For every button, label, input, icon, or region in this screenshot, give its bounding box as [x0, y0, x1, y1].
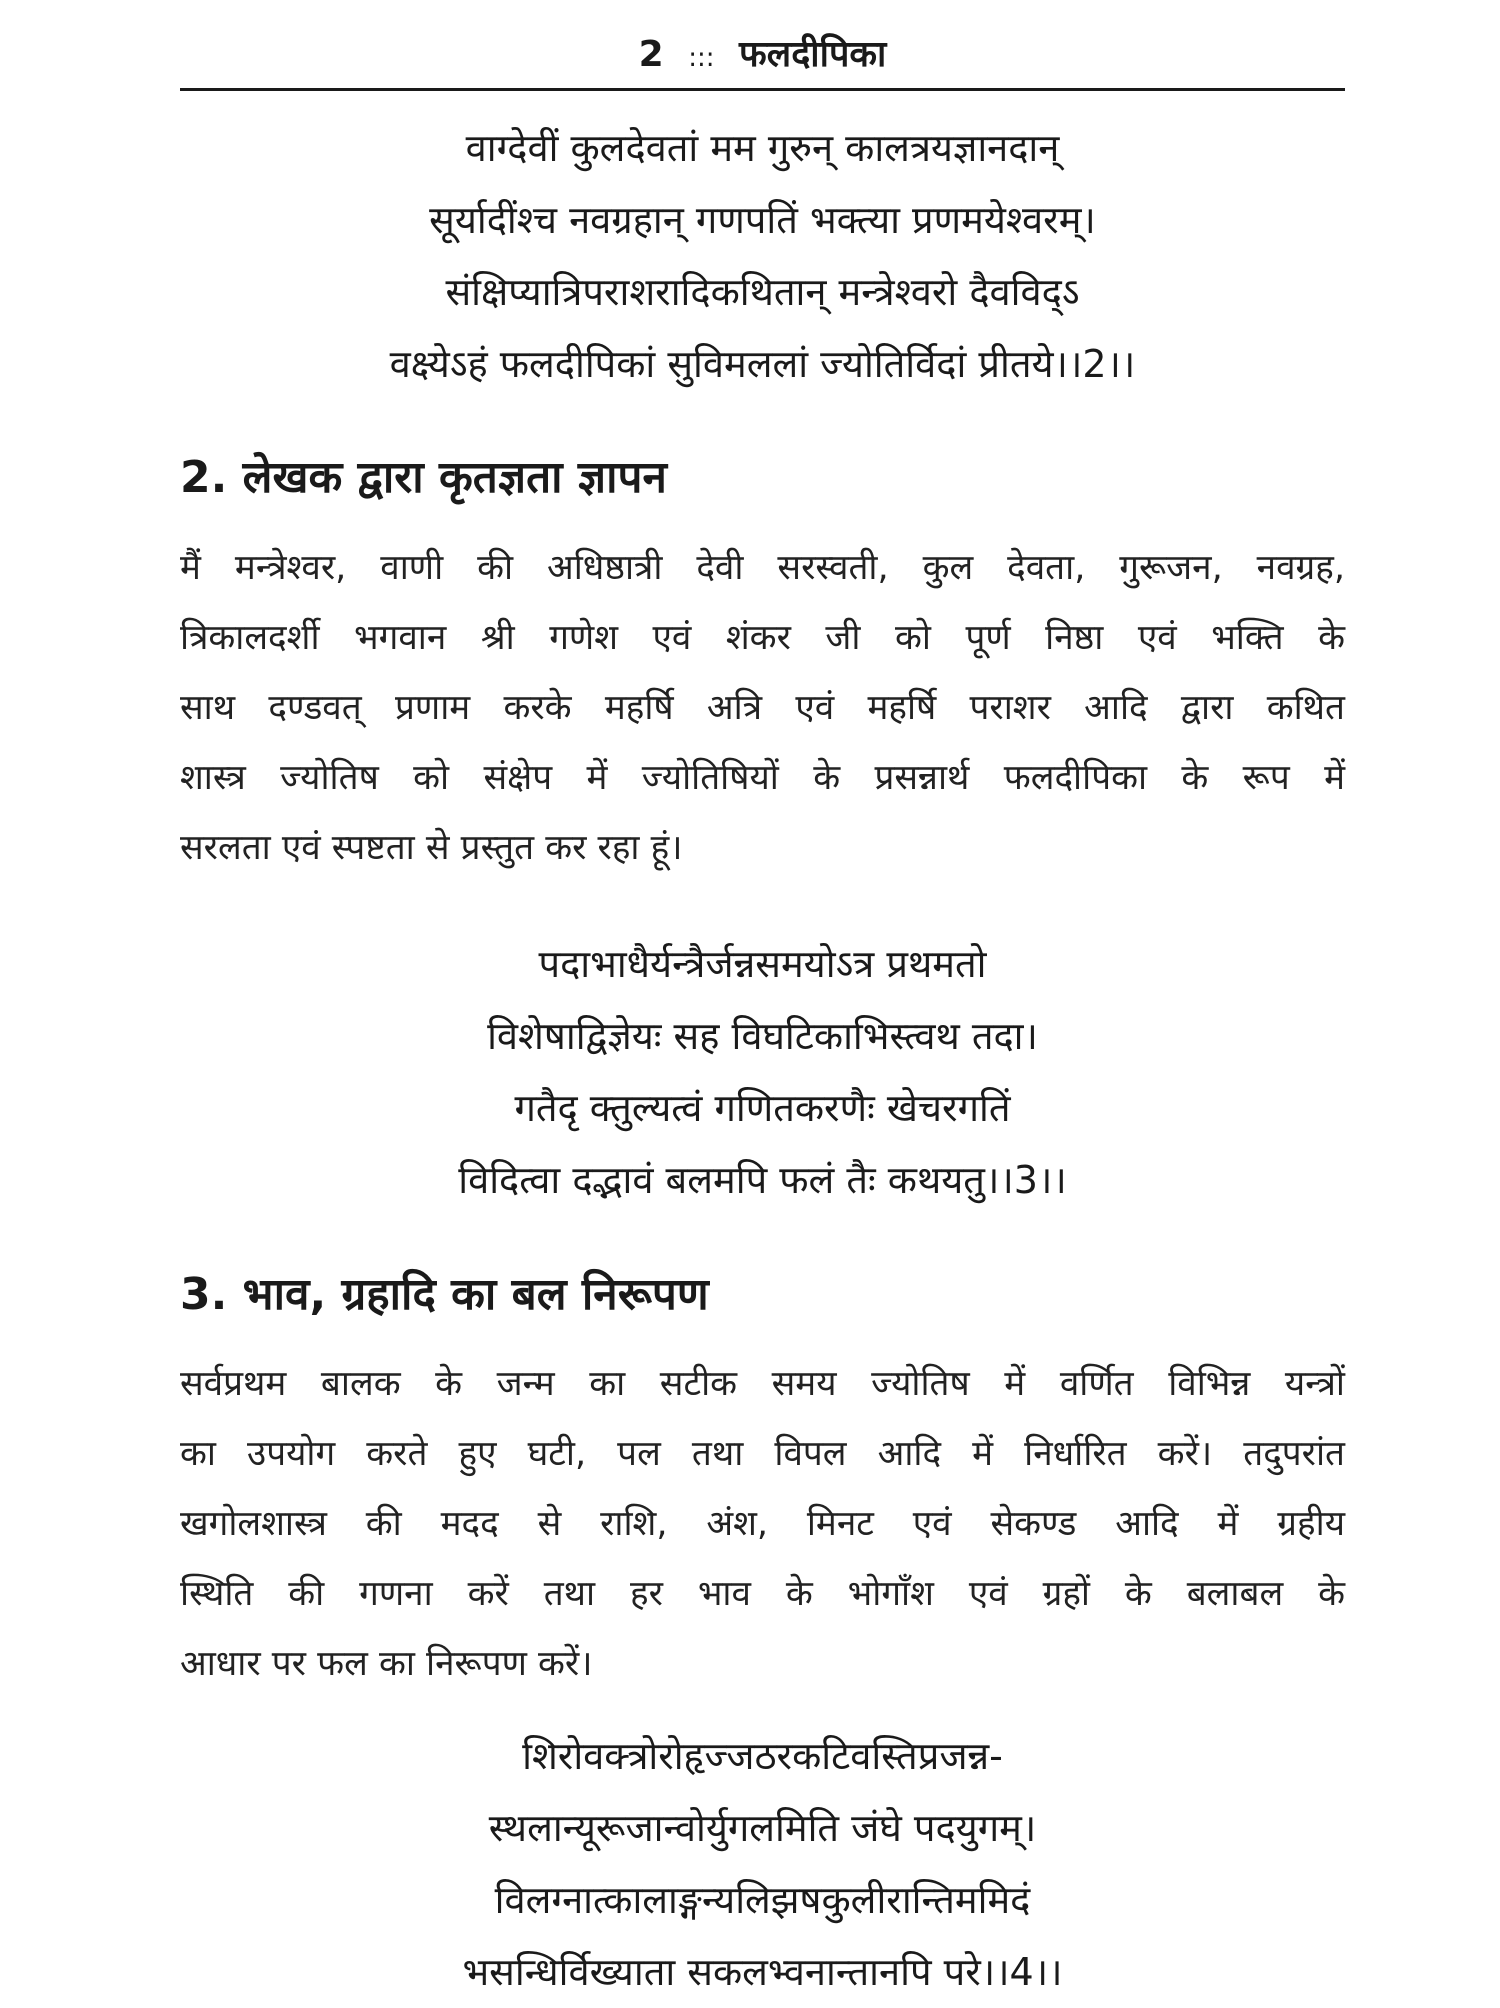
verse-2	[180, 112, 1345, 400]
header-separator: :::	[688, 43, 715, 73]
running-head	[180, 30, 1345, 83]
paragraph-line: स्थिति की गणना करें तथा हर भाव के भोगाँश एवं ग्रहों के बलाबल के	[180, 1574, 1345, 1614]
paragraph-line: आधार पर फल का निरूपण करें।	[180, 1644, 593, 1684]
verse-line: विलग्नात्कालाङ्गन्यलिझषकुलीरान्तिममिदं	[494, 1878, 1031, 1922]
paragraph-line: त्रिकालदर्शी भगवान श्री गणेश एवं शंकर जी को पूर्ण निष्ठा एवं भक्ति के	[180, 618, 1345, 658]
verse-3	[180, 928, 1345, 1216]
verse-line: शिरोवक्त्रोरोहृज्जठरकटिवस्तिप्रजन्न-	[522, 1734, 1003, 1778]
book-title: फलदीपिका	[739, 34, 887, 75]
verse-line: विशेषाद्विज्ञेयः सह विघटिकाभिस्त्वथ तदा।	[487, 1014, 1038, 1058]
paragraph-line: सर्वप्रथम बालक के जन्म का सटीक समय ज्योतिष में वर्णित विभिन्न यन्त्रों	[180, 1364, 1345, 1404]
verse-4	[180, 1720, 1345, 2008]
paragraph-line: का उपयोग करते हुए घटी, पल तथा विपल आदि में निर्धारित करें। तदुपरांत	[180, 1434, 1345, 1474]
header-rule	[180, 88, 1345, 91]
verse-line: वाग्देवीं कुलदेवतां मम गुरुन् कालत्रयज्ञानदान्	[465, 126, 1060, 170]
verse-line: गतैदृ क्तुल्यत्वं गणितकरणैः खेचरगतिं	[514, 1086, 1011, 1130]
verse-line: स्थलान्यूरूजान्वोर्युगलमिति जंघे पदयुगम्।	[488, 1806, 1037, 1850]
verse-line: पदाभाधैर्यन्त्रैर्जन्नसमयोऽत्र प्रथमतो	[538, 942, 987, 986]
verse-line: संक्षिप्यात्रिपराशरादिकथितान् मन्त्रेश्वरो दैवविद्ऽ	[445, 270, 1080, 314]
paragraph-line: साथ दण्डवत् प्रणाम करके महर्षि अत्रि एवं महर्षि पराशर आदि द्वारा कथित	[180, 688, 1345, 728]
paragraph-line: शास्त्र ज्योतिष को संक्षेप में ज्योतिषियों के प्रसन्नार्थ फलदीपिका के रूप में	[180, 758, 1345, 798]
section-2-paragraph	[180, 533, 1345, 883]
paragraph-line: खगोलशास्त्र की मदद से राशि, अंश, मिनट एवं सेकण्ड आदि में ग्रहीय	[180, 1504, 1345, 1544]
paragraph-line: सरलता एवं स्पष्टता से प्रस्तुत कर रहा हूं।	[180, 828, 683, 868]
verse-line: वक्ष्येऽहं फलदीपिकां सुविमललां ज्योतिर्विदां प्रीतये।।2।।	[389, 342, 1136, 386]
section-heading-3: 3. भाव, ग्रहादि का बल निरूपण	[180, 1269, 709, 1320]
section-heading-2: 2. लेखक द्वारा कृतज्ञता ज्ञापन	[180, 452, 667, 503]
paragraph-line: मैं मन्त्रेश्वर, वाणी की अधिष्ठात्री देवी सरस्वती, कुल देवता, गुरूजन, नवग्रह,	[180, 548, 1345, 588]
verse-line: भसन्धिर्विख्याता सकलभ्वनान्तानपि परे।।4।।	[462, 1950, 1063, 1994]
verse-line: विदित्वा दद्भावं बलमपि फलं तैः कथयतु।।3।।	[458, 1158, 1067, 1202]
section-3-paragraph	[180, 1349, 1345, 1699]
page-number: 2	[638, 34, 664, 75]
verse-line: सूर्यादींश्च नवग्रहान् गणपतिं भक्त्या प्रणमयेश्वरम्।	[429, 198, 1096, 242]
